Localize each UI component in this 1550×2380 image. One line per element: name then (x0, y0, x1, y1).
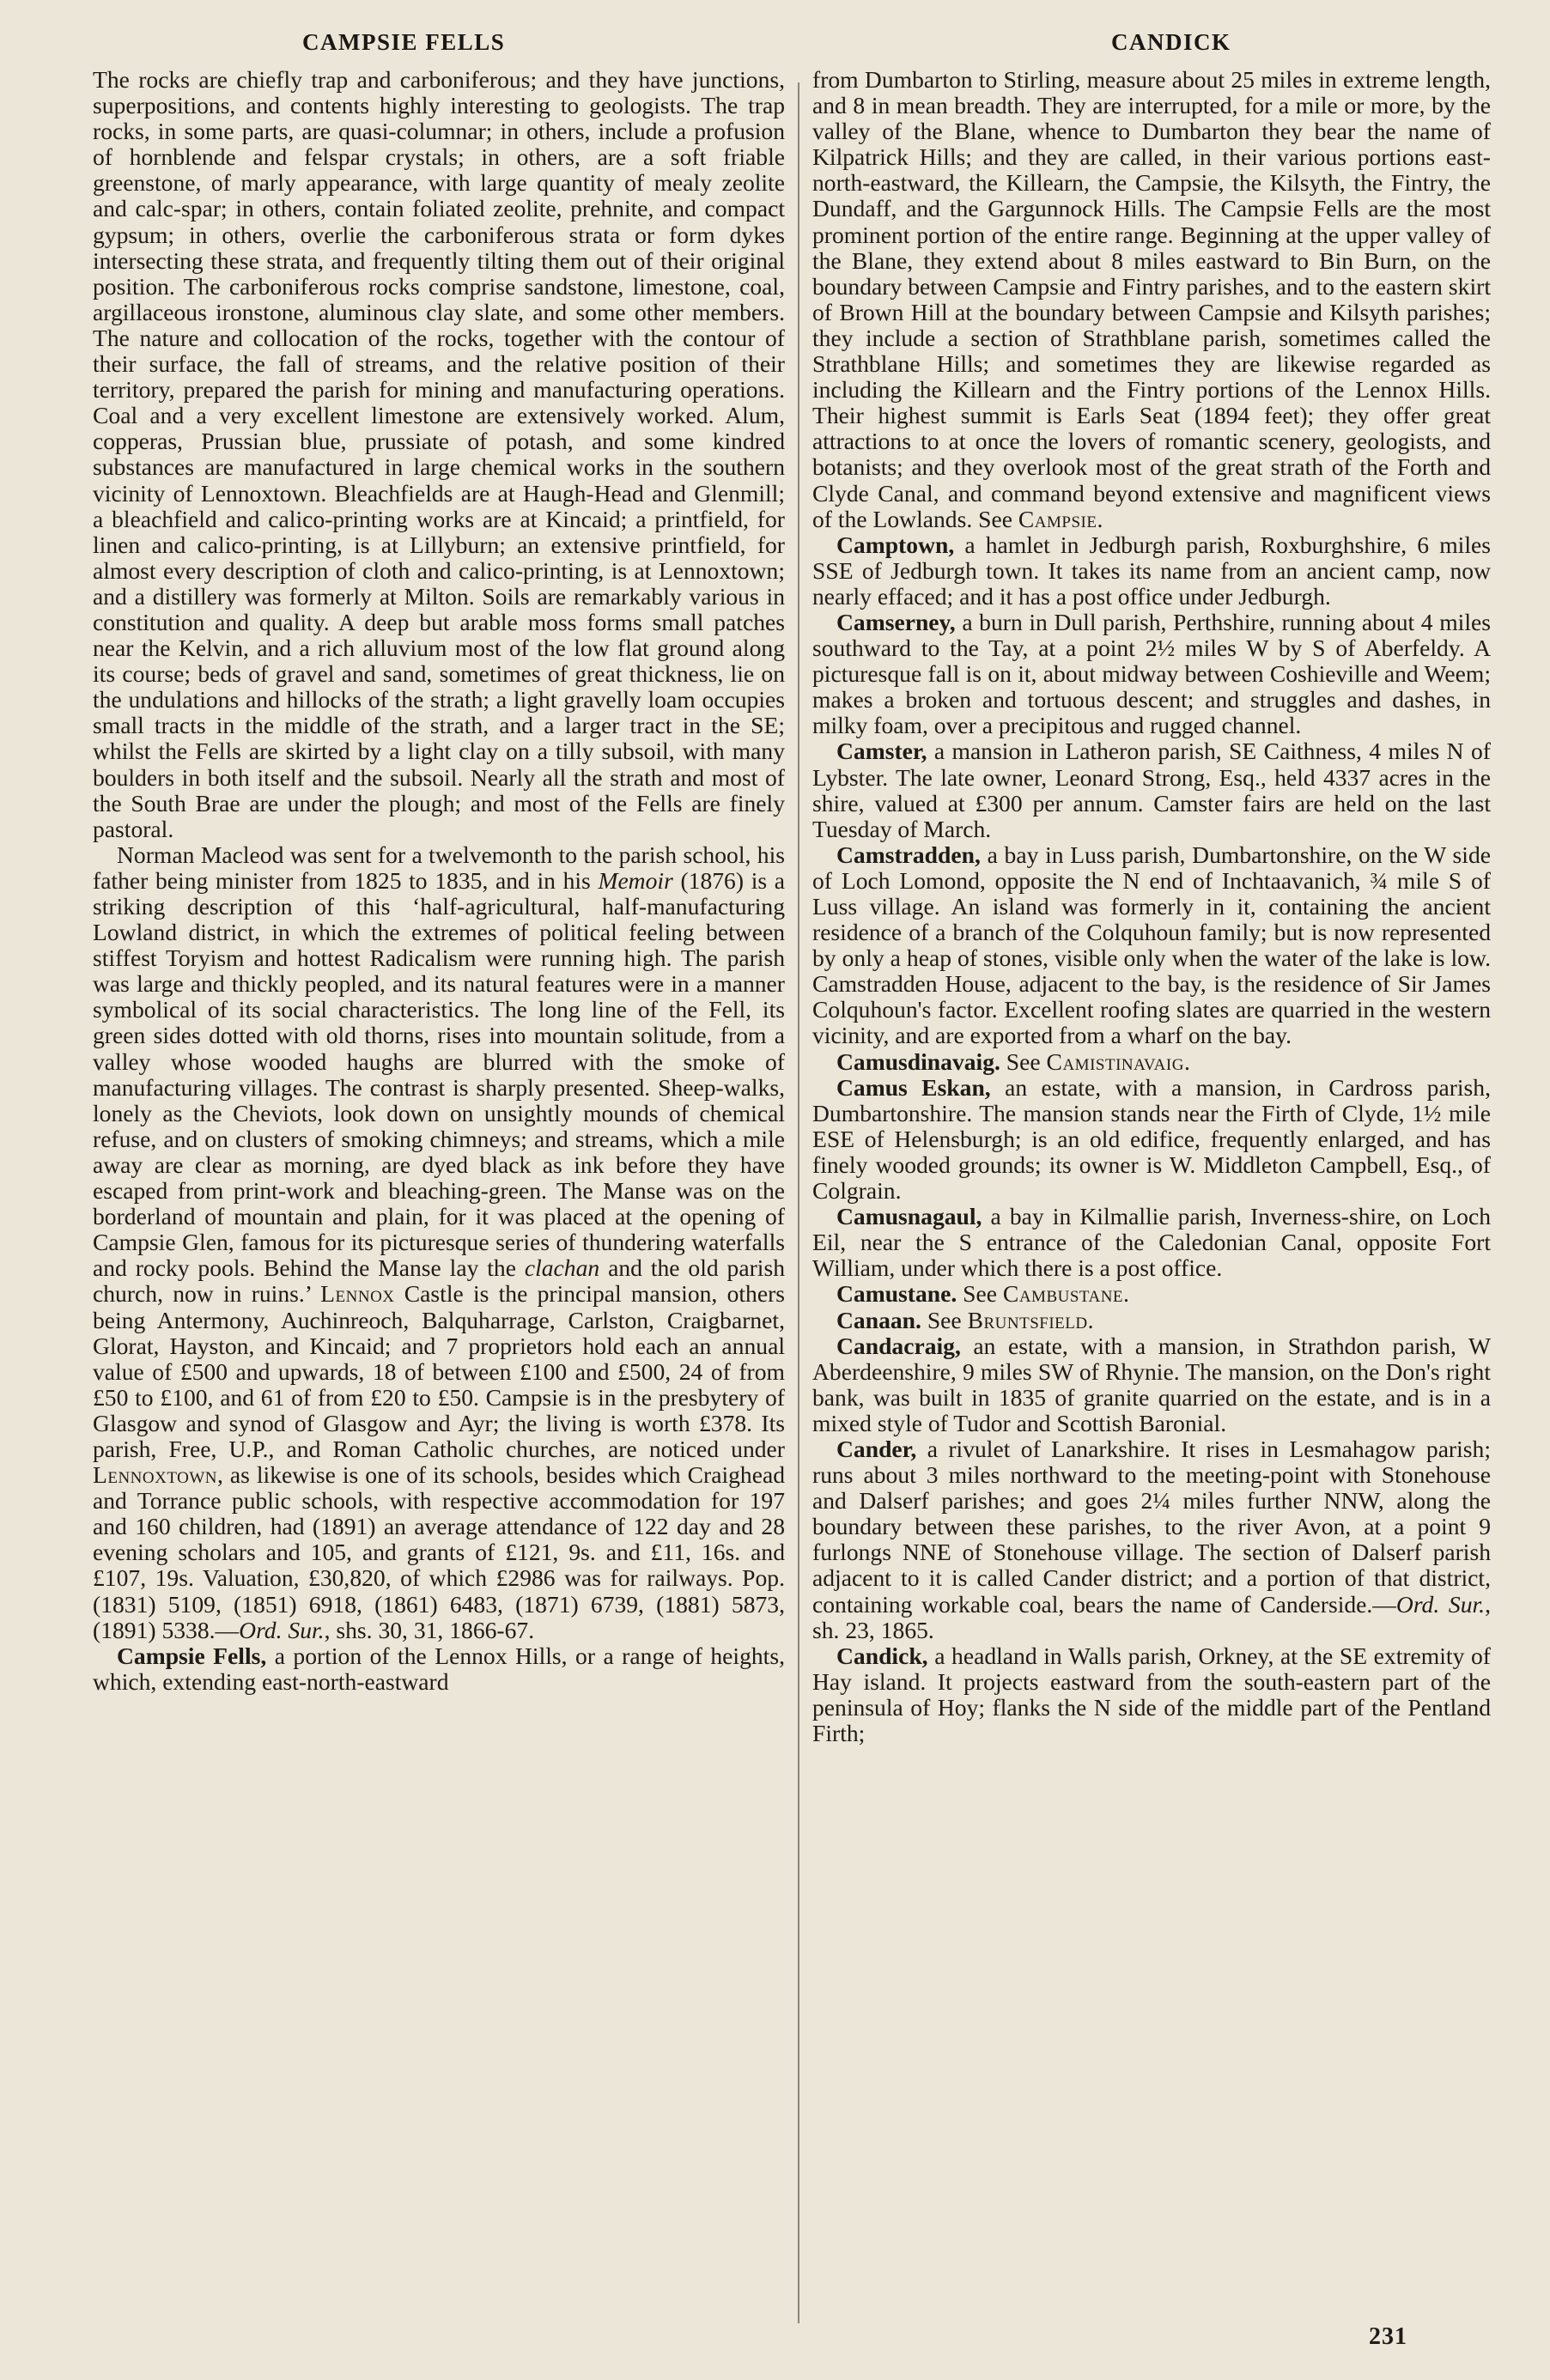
text-run: See (921, 1306, 968, 1333)
entry-body: an estate, with a mansion, in Strathdon parish, W Aberdeenshire, 9 miles SW of Rhynie. The mansion, on the Don's right bank, was built in 1835 of granite quarried on the estate, and is in a mixed style of Tudor and Scottish Baronial. (812, 1332, 1491, 1436)
running-head-right: CANDICK (1111, 29, 1231, 55)
entry-campsie-fells (93, 1643, 785, 1695)
text-run: , shs. 30, 31, 1866-67. (324, 1616, 535, 1643)
cross-reference-cambustane: Cambustane (1002, 1280, 1124, 1308)
entry-cander (812, 1436, 1491, 1643)
paragraph-geology: The rocks are chiefly trap and carboniferous; and they have junctions, superpositions, and contents highly interesting to geologists. The trap rocks, in some parts, are quasi-columnar; in others, include a profusion of hornblende and felspar crystals; in others, are a soft friable greenstone, of marly appearance, with large quantity of mealy zeolite and calc-spar; in others, contain foliated zeolite, prehnite, and compact gypsum; in others, overlie the carboniferous strata or form dykes intersecting these strata, and frequently tilting them out of their original position. The carboniferous rocks comprise sandstone, limestone, coal, argillaceous ironstone, aluminous clay slate, and some other members. The nature and collocation of the rocks, together with the contour of their surface, the fall of streams, and the relative position of their territory, prepared the parish for mining and manufacturing operations. Coal and a very excellent limestone are extensively worked. Alum, copperas, Prussian blue, prussiate of potash, and some kindred substances are manufactured in large chemical works in the southern vicinity of Lennoxtown. Bleachfields are at Haugh-Head and Glenmill; a bleachfield and calico-printing works are at Kincaid; a printfield, for linen and calico-printing, is at Lillyburn; an extensive printfield, for almost every description of cloth and calico-printing, is at Lennoxtown; and a distillery was formerly at Milton. Soils are remarkably various in constitution and quality. A deep but arable moss forms small patches near the Kelvin, and a rich alluvium most of the low flat ground along its course; beds of gravel and sand, sometimes of great thickness, lie on the undulations and hillocks of the strath; a light gravelly loam occupies small tracts in the middle of the strath, and a larger tract in the SE; whilst the Fells are skirted by a light clay on a tilly subsoil, with many boulders in both itself and the subsoil. Nearly all the strath and most of the South Brae are under the plough; and most of the Fells are finely pastoral. (93, 66, 785, 842)
headword-camusnagaul: Camusnagaul, (836, 1203, 982, 1230)
headword-camster: Camster, (836, 738, 927, 765)
text-run: . (1123, 1280, 1129, 1308)
text-run: See (957, 1280, 1003, 1308)
cross-reference-camistinavaig: Camistinavaig (1046, 1047, 1184, 1075)
entry-body: a burn in Dull parish, Perthshire, running about 4 miles southward to the Tay, at a point 2½ miles W by S of Aberfeldy. A picturesque fall is on it, about midway between Coshieville and Weem; makes a broken and tortuous descent; and struggles and dashes, in milky foam, over a precipitous and rugged channel. (812, 608, 1491, 739)
headword-camstradden: Camstradden, (836, 841, 981, 868)
text-run: . (1097, 505, 1103, 532)
italic-clachan: clachan (524, 1254, 600, 1282)
entry-camster (812, 738, 1491, 841)
entry-body: a bay in Luss parish, Dumbartonshire, on the W side of Loch Lomond, opposite the N end of Inchtaavanich, ¾ mile S of Luss village. An island was formerly in it, containing the ancient residence of a branch of the Colquhoun family; but is now represented by only a heap of stones, visible only when the water of the lake is low. Camstradden House, adjacent to the bay, is the residence of Sir James Colquhoun's factor. Excellent roofing slates are quarried in the western vicinity, and are exported from a wharf on the bay. (812, 841, 1491, 1049)
entry-body: a portion of the Lennox Hills, or a range of heights, which, extending east-north-eastward (93, 1642, 785, 1695)
entry-camstradden (812, 842, 1491, 1049)
text-run: (1876) is a striking description of this ‘half-agricultural, half-manufacturing Lowland district, in which the extremes of political feeling between stiffest Toryism and hottest Radicalism were running high. The parish was large and thickly peopled, and its natural features were in a manner symbolical of its social characteristics. The long line of the Fell, its green sides dotted with old thorns, rises into mountain solitude, from a valley whose wooded haughs are blurred with the smoke of manufacturing villages. The contrast is sharply presented. Sheep-walks, lonely as the Cheviots, look down on unsightly mounds of chemical refuse, and on clusters of smoking chimneys; and streams, which a mile away are clear as morning, are dyed black as ink before they have escaped from print-work and bleaching-green. The Manse was on the borderland of mountain and plain, for it was placed at the opening of Campsie Glen, famous for its picturesque series of thundering waterfalls and rocky pools. Behind the Manse lay the (93, 866, 785, 1282)
entry-camptown (812, 532, 1491, 610)
column-divider (798, 82, 799, 2323)
headword-campsie-fells: Campsie Fells, (117, 1642, 267, 1669)
headword-camserney: Camserney, (836, 608, 956, 635)
entry-camusnagaul (812, 1204, 1491, 1281)
entry-body: a hamlet in Jedburgh parish, Roxburghshire, 6 miles SSE of Jedburgh town. It takes its name from an ancient camp, now nearly effaced; and it has a post office under Jedburgh. (812, 531, 1491, 610)
entry-camusdinavaig (812, 1049, 1491, 1075)
text-run: See (1000, 1047, 1047, 1075)
cross-reference-campsie: Campsie (1018, 505, 1097, 532)
entry-camserney (812, 610, 1491, 738)
entry-body: from Dumbarton to Stirling, measure about 25 miles in extreme length, and 8 in mean breadth. They are interrupted, for a mile or more, by the valley of the Blane, whence to Dumbarton they bear the name of Kilpatrick Hills; and they are called, in their various portions east-north-eastward, the Killearn, the Campsie, the Kilsyth, the Fintry, the Dundaff, and the Gargunnock Hills. The Campsie Fells are the most prominent portion of the entire range. Beginning at the upper valley of the Blane, they extend about 8 miles eastward to Bin Burn, on the boundary between Campsie and Fintry parishes, and to the eastern skirt of Brown Hill at the boundary between Campsie and Kilsyth parishes; they include a section of Strathblane parish, sometimes called the Strathblane Hills; and sometimes they are likewise regarded as including the Killearn and the Fintry portions of the Lennox Hills. Their highest summit is Earls Seat (1894 feet); they offer great attractions to at once the lovers of romantic scenery, geologists, and botanists; and they overlook most of the great strath of the Forth and Clyde Canal, and command beyond extensive and magnificent views of the Lowlands. See (812, 66, 1491, 532)
italic-memoir: Memoir (598, 866, 673, 894)
entry-candacraig (812, 1333, 1491, 1436)
headword-canaan: Canaan. (836, 1306, 921, 1333)
headword-candick: Candick, (836, 1642, 928, 1669)
smallcaps-lennox: Lennox (320, 1280, 395, 1308)
entry-body: a headland in Walls parish, Orkney, at the SE extremity of Hay island. It projects eastward from the south-eastern part of the peninsula of Hoy; flanks the N side of the middle part of the Pentland Firth; (812, 1642, 1491, 1746)
text-run: and the old parish church, now in ruins.’ (93, 1254, 785, 1308)
text-run: , sh. 23, 1865. (812, 1590, 1491, 1643)
cross-reference-lennoxtown: Lennoxtown (93, 1461, 217, 1489)
running-head-left: CAMPSIE FELLS (302, 29, 506, 55)
headword-camustane: Camustane. (836, 1280, 957, 1308)
headword-candacraig: Candacraig, (836, 1332, 961, 1359)
entry-body: an estate, with a mansion, in Cardross parish, Dumbartonshire. The mansion stands near the Firth of Clyde, 1½ mile ESE of Helensburgh; is an old edifice, frequently enlarged, and has finely wooded grounds; its owner is W. Middleton Campbell, Esq., of Colgrain. (812, 1073, 1491, 1205)
entry-body: a rivulet of Lanarkshire. It rises in Lesmahagow parish; runs about 3 miles northward to the meeting-point with Stonehouse and Dalserf parishes; and goes 2¼ miles further NNW, along the boundary between these parishes, to the river Avon, at a point 9 furlongs NNE of Stonehouse village. The section of Dalserf parish adjacent to it is called Cander district; and a portion of that district, containing workable coal, bears the name of Canderside.— (812, 1435, 1491, 1618)
entry-body: a mansion in Latheron parish, SE Caithness, 4 miles N of Lybster. The late owner, Leonard Strong, Esq., held 4337 acres in the shire, valued at £300 per annum. Camster fairs are held on the last Tuesday of March. (812, 738, 1491, 842)
entry-camustane (812, 1281, 1491, 1307)
italic-ord-sur: Ord. Sur. (239, 1616, 325, 1643)
headword-camus-eskan: Camus Eskan, (836, 1073, 991, 1101)
text-run: . (1087, 1306, 1094, 1333)
right-column (812, 67, 1491, 1746)
headword-camptown: Camptown, (836, 531, 955, 558)
paragraph-norman-macleod (93, 842, 785, 1643)
text-run: . (1183, 1047, 1190, 1075)
text-run: , as likewise is one of its schools, besides which Craighead and Torrance public schools, with respective accommodation for 197 and 160 children, had (1891) an average attendance of 122 day and 28 evening scholars and 105, and grants of £121, 9s. and £11, 16s. and £107, 19s. Valuation, £30,820, of which £2986 was for railways. Pop. (1831) 5109, (1851) 6918, (1861) 6483, (1871) 6739, (1881) 5873, (1891) 5338.— (93, 1461, 785, 1643)
text-run: Castle is the principal mansion, others being Antermony, Auchinreoch, Balquharrage, Carlston, Craigbarnet, Glorat, Hayston, and Kincaid; and 7 proprietors hold each an annual value of £500 and upwards, 18 of between £100 and £500, 24 of from £50 to £100, and 61 of from £20 to £50. Campsie is in the presbytery of Glasgow and synod of Glasgow and Ayr; the living is worth £378. Its parish, Free, U.P., and Roman Catholic churches, are noticed under (93, 1280, 786, 1462)
headword-camusdinavaig: Camusdinavaig. (836, 1047, 1000, 1075)
page-number: 231 (1369, 2323, 1407, 2350)
left-column (93, 67, 785, 1695)
entry-campsie-fells-continued (812, 67, 1491, 532)
entry-camus-eskan (812, 1075, 1491, 1204)
italic-ord-sur: Ord. Sur. (1395, 1590, 1486, 1618)
text-run: Norman Macleod was sent for a twelvemonth to the parish school, his father being minister from 1825 to 1835, and in his (93, 841, 785, 894)
headword-cander: Cander, (836, 1435, 917, 1462)
entry-body: a bay in Kilmallie parish, Inverness-shire, on Loch Eil, near the S entrance of the Caledonian Canal, opposite Fort William, under which there is a post office. (812, 1203, 1491, 1282)
entry-candick (812, 1643, 1491, 1746)
entry-canaan (812, 1308, 1491, 1333)
cross-reference-bruntsfield: Bruntsfield (967, 1306, 1088, 1333)
